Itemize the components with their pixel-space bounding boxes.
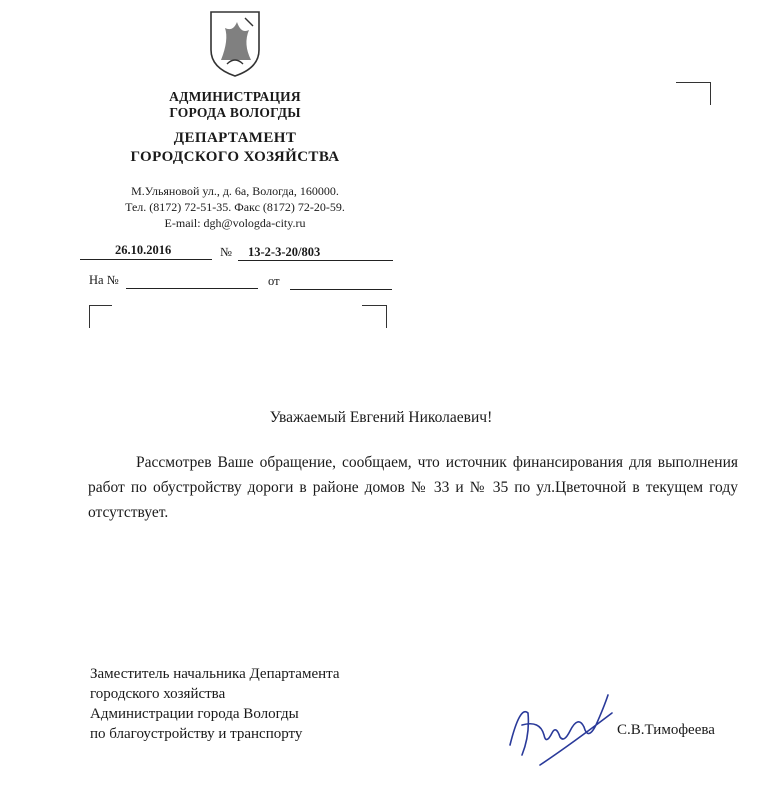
letter-body xyxy=(88,450,738,525)
email: E-mail: dgh@vologda-city.ru xyxy=(164,216,306,230)
letter-body-text: Рассмотрев Ваше обращение, сообщаем, что источник финансирования для выполнения работ по обустройству дороги в районе домов № 33 и № 35 по ул.Цветочной в текущем году отсутствует. xyxy=(88,454,738,521)
signer-name: С.В.Тимофеева xyxy=(617,722,715,738)
reference-underline xyxy=(126,288,258,289)
letter-date: 26.10.2016 xyxy=(115,243,172,257)
date-underline xyxy=(80,259,212,260)
phones: Тел. (8172) 72-51-35. Факс (8172) 72-20-59. xyxy=(125,200,345,214)
from-underline xyxy=(290,289,392,290)
from-label: от xyxy=(268,274,280,288)
addressee-corner-left xyxy=(89,305,112,328)
number-label: № xyxy=(220,245,232,259)
address: М.Ульяновой ул., д. 6а, Вологда, 160000. xyxy=(131,184,339,198)
number-underline xyxy=(238,260,393,261)
recipient-corner-mark xyxy=(676,82,711,105)
signature-title xyxy=(90,664,340,744)
signature-title-line: Администрации города Вологды xyxy=(90,706,299,722)
signature-title-line: по благоустройству и транспорту xyxy=(90,726,303,742)
org-name-line2: ГОРОДА ВОЛОГДЫ xyxy=(169,105,301,120)
signature-title-line: Заместитель начальника Департамента xyxy=(90,666,340,682)
signature-title-line: городского хозяйства xyxy=(90,686,226,702)
org-name-line1: АДМИНИСТРАЦИЯ xyxy=(169,89,301,104)
reference-label: На № xyxy=(89,273,119,287)
handwritten-signature-icon xyxy=(500,685,620,770)
department-name-line2: ГОРОДСКОГО ХОЗЯЙСТВА xyxy=(130,149,340,165)
coat-of-arms-icon xyxy=(207,10,263,78)
department-name-line1: ДЕПАРТАМЕНТ xyxy=(173,130,297,146)
salutation: Уважаемый Евгений Николаевич! xyxy=(269,409,493,426)
letter-number: 13-2-3-20/803 xyxy=(248,245,321,259)
addressee-corner-right xyxy=(362,305,387,328)
